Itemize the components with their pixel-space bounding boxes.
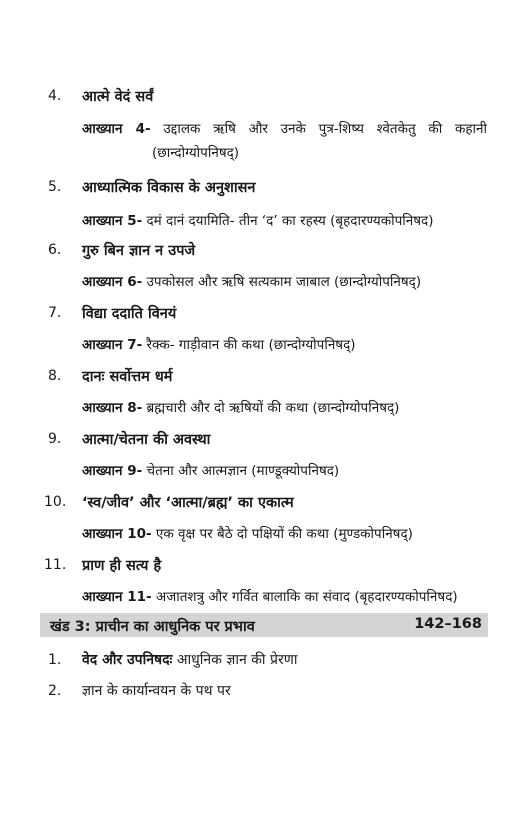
akhyan-label: आख्यान 5- (82, 213, 143, 229)
entry-heading: गुरु बिन ज्ञान न उपजे (82, 243, 196, 259)
entry-number: 9. (48, 431, 62, 447)
entry-heading: विद्या ददाति विनयं (82, 306, 177, 322)
akhyan-text: उद्दालक ऋषि और उनके पुत्र-शिष्य श्वेतकेतु की कहानी (163, 121, 488, 137)
akhyan-label: आख्यान 6- (82, 274, 143, 290)
akhyan-label: आख्यान 10- (82, 526, 152, 542)
entry-heading: आत्मा/चेतना की अवस्था (82, 432, 211, 448)
entry-description (82, 524, 413, 542)
section-title: खंड 3: प्राचीन का आधुनिक पर प्रभाव (50, 619, 255, 635)
section-item-rest: ज्ञान के कार्यान्वयन के पथ पर (82, 683, 231, 699)
entry-heading: दानः सर्वोत्तम धर्म (82, 369, 173, 385)
entry-number: 7. (48, 305, 62, 321)
entry-number: 1. (48, 652, 62, 668)
entry-description (82, 272, 421, 290)
entry-description (82, 398, 399, 416)
entry-description (82, 211, 433, 229)
entry-description (82, 335, 356, 353)
entry-number: 5. (48, 179, 62, 195)
section-page-range: 142–168 (414, 616, 482, 632)
entry-number: 6. (48, 242, 62, 258)
akhyan-label: आख्यान 8- (82, 400, 143, 416)
akhyan-text-continued: (छान्दोग्योपनिषद्) (152, 145, 240, 161)
akhyan-text: ब्रह्मचारी और दो ऋषियों की कथा (छान्दोग्योपनिषद्) (146, 400, 400, 416)
akhyan-text: उपकोसल और ऋषि सत्यकाम जाबाल (छान्दोग्योपनिषद्) (146, 274, 422, 290)
entry-number: 2. (48, 683, 62, 699)
entry-description (82, 119, 487, 137)
entry-number: 4. (48, 88, 62, 104)
akhyan-text: दमं दानं दयामिति- तीन ‘द’ का रहस्य (बृहदारण्यकोपनिषद) (146, 213, 434, 229)
section-item-text (82, 681, 231, 700)
entry-description (82, 461, 339, 479)
entry-heading: ‘स्व/जीव’ और ‘आत्मा/ब्रह्म’ का एकात्म (82, 495, 294, 511)
akhyan-text: अजातशत्रु और गर्वित बालाकि का संवाद (बृहदारण्यकोपनिषद) (155, 589, 458, 605)
entry-number: 11. (44, 557, 67, 573)
section-item-bold: वेद और उपनिषदः (82, 652, 173, 668)
section-item-rest: आधुनिक ज्ञान की प्रेरणा (172, 652, 298, 668)
akhyan-text: एक वृक्ष पर बैठे दो पक्षियों की कथा (मुण्डकोपनिषद्) (155, 526, 413, 542)
entry-number: 10. (44, 494, 67, 510)
akhyan-text: रैक्क- गाड़ीवान की कथा (छान्दोग्योपनिषद्) (146, 337, 356, 353)
entry-heading: आत्मे वेदं सर्वं (82, 89, 154, 105)
akhyan-label: आख्यान 11- (82, 589, 152, 605)
entry-heading: आध्यात्मिक विकास के अनुशासन (82, 180, 256, 196)
akhyan-label: आख्यान 9- (82, 463, 143, 479)
entry-heading: प्राण ही सत्य है (82, 558, 162, 574)
section-item-text (82, 650, 297, 669)
akhyan-text: चेतना और आत्मज्ञान (माण्डूक्योपनिषद) (146, 463, 340, 479)
entry-description (82, 587, 458, 605)
entry-number: 8. (48, 368, 62, 384)
akhyan-label: आख्यान 7- (82, 337, 143, 353)
akhyan-label: आख्यान 4- (82, 121, 151, 137)
